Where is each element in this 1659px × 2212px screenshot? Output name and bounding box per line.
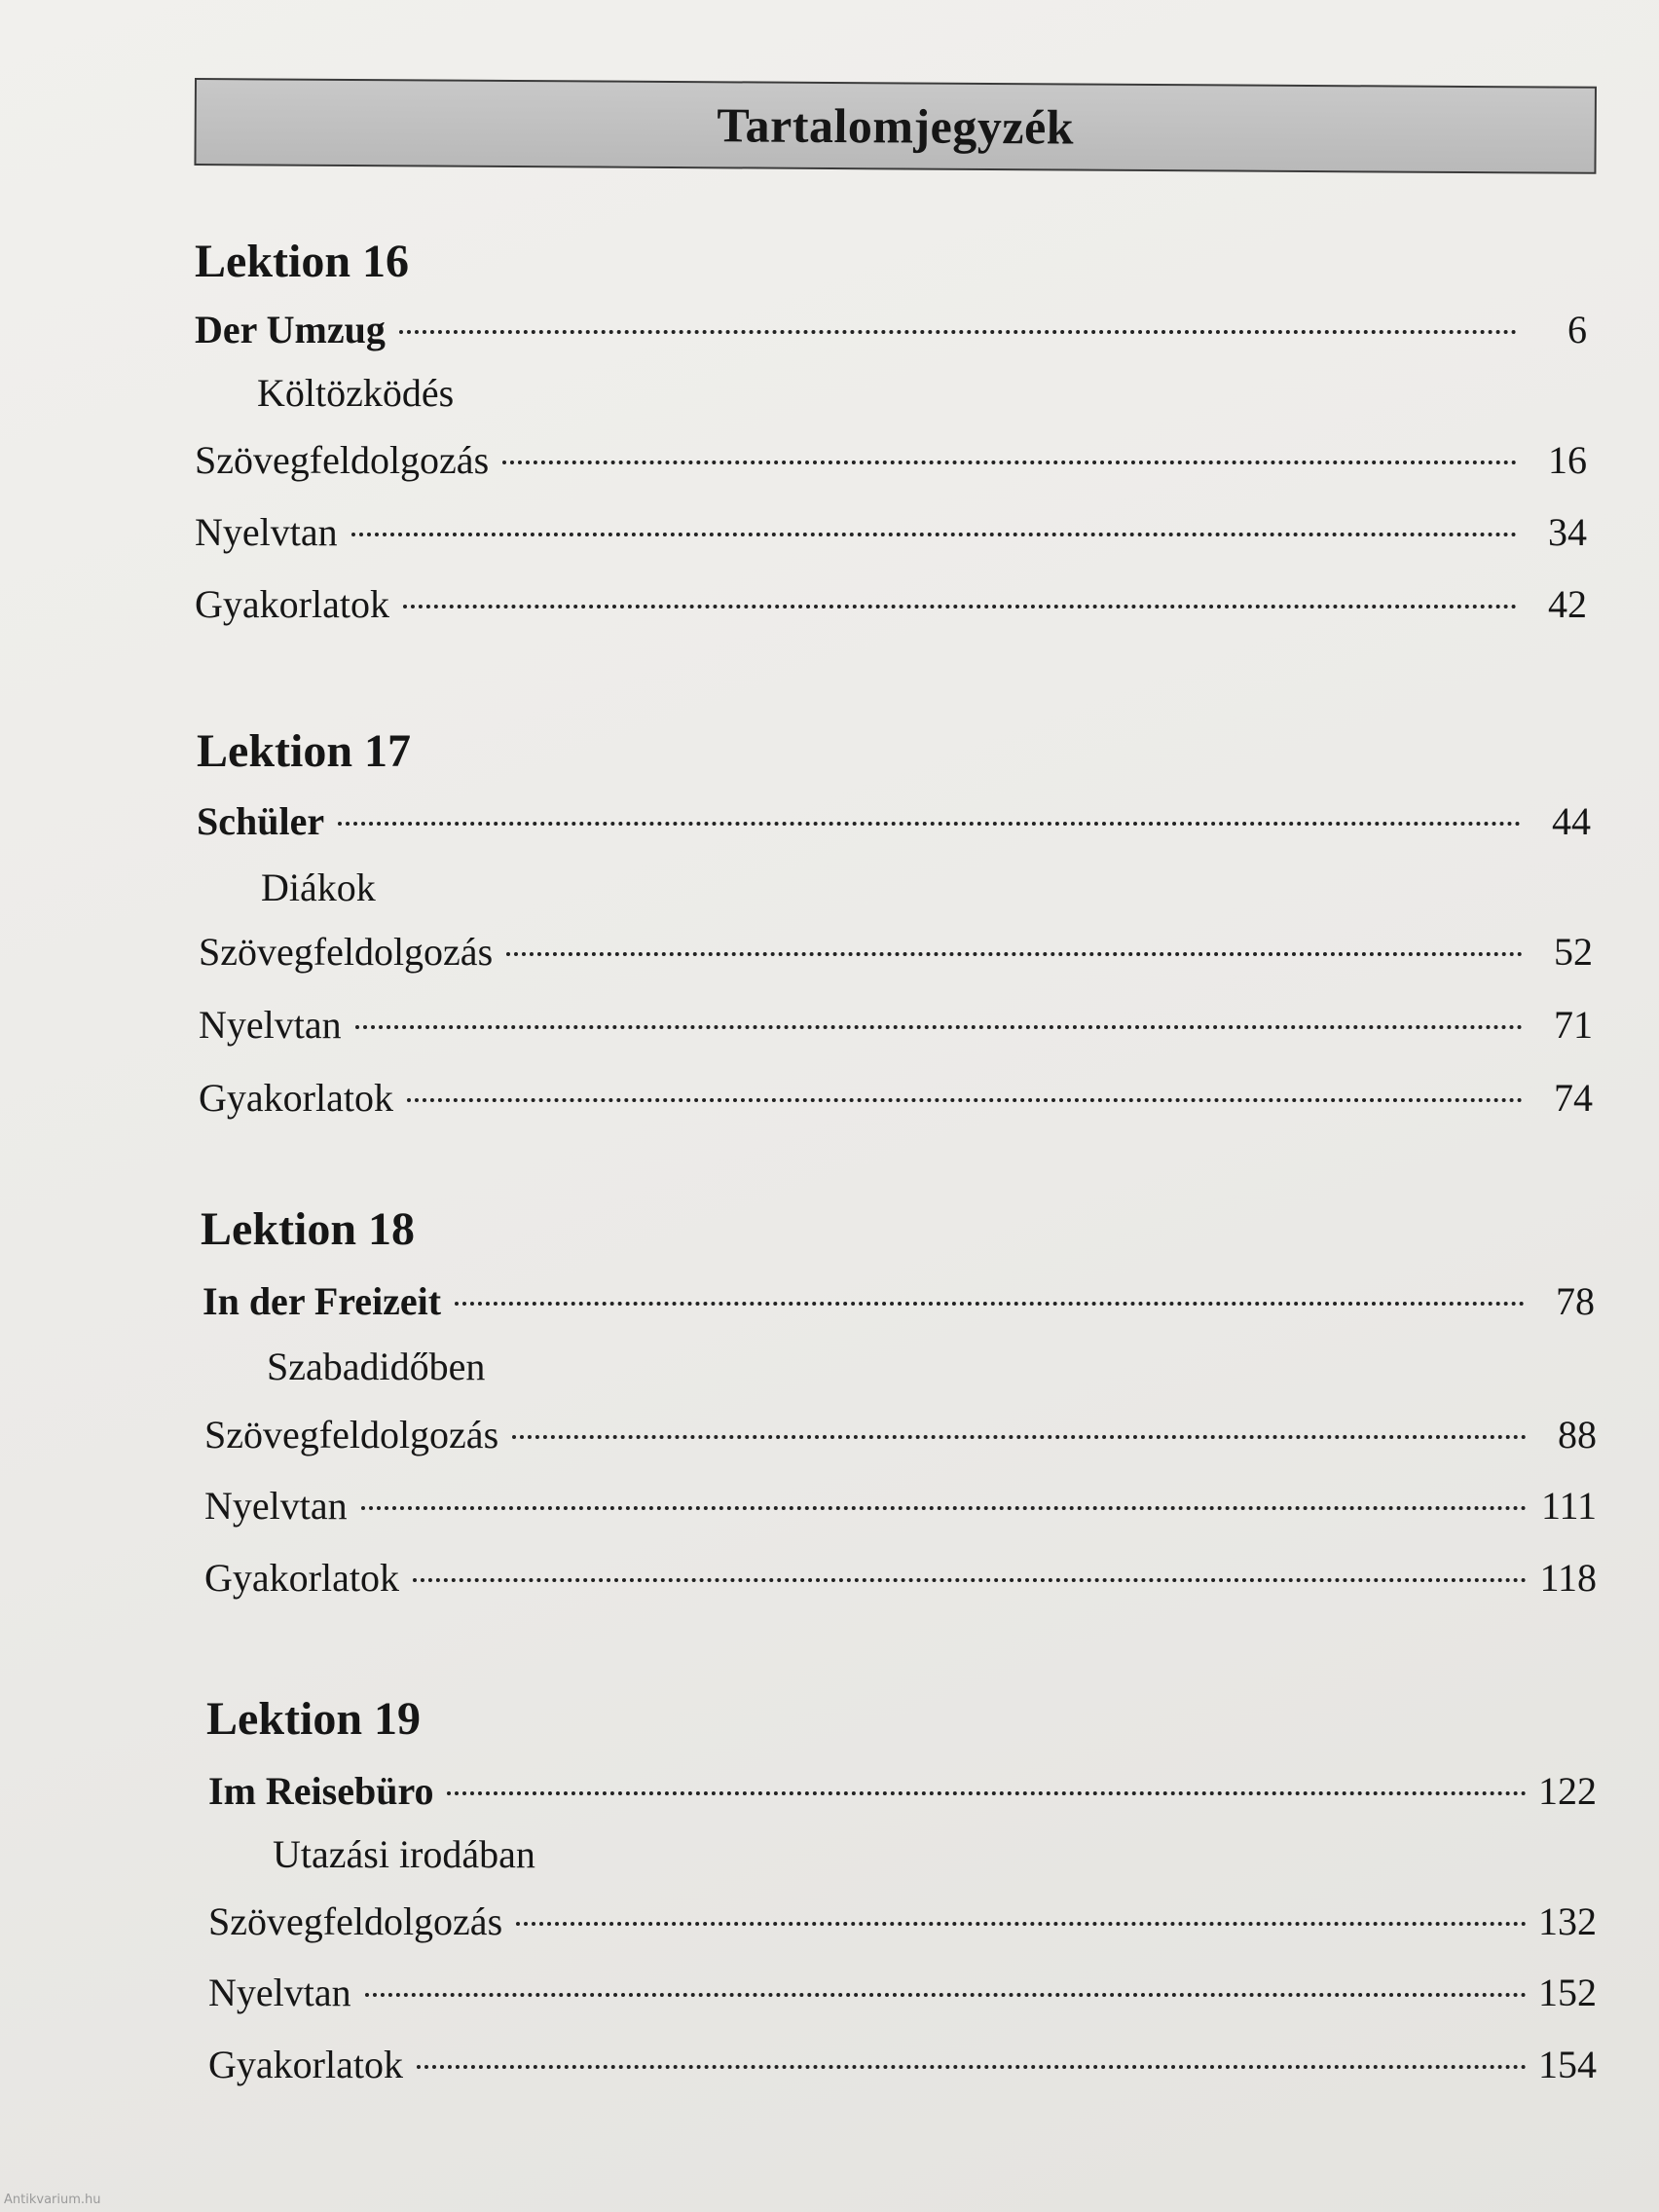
entry-label: Szövegfeldolgozás [199, 930, 494, 974]
lesson-subtitle: Diákok [261, 866, 376, 909]
toc-entry-main[interactable] [195, 303, 1587, 357]
toc-entry-main[interactable] [208, 1764, 1597, 1819]
page-title: Tartalomjegyzék [717, 97, 1075, 155]
toc-entry[interactable] [195, 577, 1587, 632]
entry-label: Nyelvtan [204, 1484, 348, 1528]
entry-label: Gyakorlatok [204, 1556, 399, 1600]
entry-label: In der Freizeit [203, 1279, 442, 1323]
dot-leader [417, 2065, 1527, 2069]
lesson-heading: Lektion 18 [201, 1203, 416, 1255]
toc-entry[interactable] [208, 1895, 1597, 1949]
entry-label: Gyakorlatok [199, 1076, 393, 1120]
dot-leader [338, 822, 1521, 826]
toc-entry-main[interactable] [203, 1274, 1595, 1329]
entry-label: Gyakorlatok [195, 582, 389, 626]
dot-leader [447, 1791, 1527, 1795]
entry-page-number: 154 [1538, 2043, 1597, 2086]
entry-label: Szövegfeldolgozás [208, 1899, 503, 1943]
entry-page-number: 16 [1548, 438, 1587, 482]
dot-leader [407, 1098, 1523, 1102]
lesson-subtitle: Szabadidőben [267, 1345, 486, 1388]
watermark: Antikvarium.hu [4, 2193, 101, 2207]
entry-page-number: 71 [1554, 1003, 1593, 1047]
entry-page-number: 111 [1540, 1484, 1597, 1528]
entry-label: Szövegfeldolgozás [204, 1413, 499, 1456]
lesson-heading: Lektion 19 [206, 1693, 422, 1745]
entry-page-number: 78 [1556, 1279, 1595, 1323]
toc-entry[interactable] [204, 1408, 1597, 1462]
toc-entry[interactable] [195, 433, 1587, 488]
toc-entry-main[interactable] [197, 794, 1591, 849]
entry-page-number: 132 [1538, 1899, 1597, 1943]
dot-leader [399, 330, 1517, 334]
dot-leader [413, 1578, 1527, 1582]
entry-label: Nyelvtan [208, 1971, 351, 2014]
dot-leader [355, 1025, 1523, 1029]
toc-entry[interactable] [204, 1551, 1597, 1605]
entry-page-number: 52 [1554, 930, 1593, 974]
entry-label: Der Umzug [195, 308, 386, 351]
toc-entry[interactable] [208, 1966, 1597, 2020]
lesson-subtitle: Utazási irodában [273, 1832, 535, 1876]
entry-page-number: 118 [1539, 1556, 1597, 1600]
dot-leader [506, 952, 1523, 956]
toc-entry[interactable] [204, 1479, 1597, 1533]
lesson-subtitle: Költözködés [257, 371, 455, 415]
entry-page-number: 44 [1552, 799, 1591, 843]
entry-label: Nyelvtan [199, 1003, 342, 1047]
toc-entry[interactable] [199, 998, 1593, 1052]
entry-page-number: 34 [1548, 510, 1587, 554]
dot-leader [516, 1922, 1527, 1926]
entry-page-number: 74 [1554, 1076, 1593, 1120]
entry-page-number: 6 [1567, 308, 1587, 351]
dot-leader [365, 1993, 1527, 1997]
entry-label: Nyelvtan [195, 510, 338, 554]
dot-leader [512, 1435, 1527, 1439]
entry-label: Im Reisebüro [208, 1769, 434, 1813]
entry-page-number: 42 [1548, 582, 1587, 626]
lesson-heading: Lektion 17 [197, 725, 412, 777]
lesson-heading: Lektion 16 [195, 236, 410, 287]
entry-page-number: 122 [1538, 1769, 1597, 1813]
dot-leader [455, 1302, 1525, 1306]
entry-page-number: 88 [1558, 1413, 1597, 1456]
entry-page-number: 152 [1538, 1971, 1597, 2014]
toc-entry[interactable] [199, 925, 1593, 979]
dot-leader [502, 461, 1517, 464]
entry-label: Gyakorlatok [208, 2043, 403, 2086]
entry-label: Schüler [197, 799, 325, 843]
toc-entry[interactable] [199, 1071, 1593, 1125]
toc-entry[interactable] [208, 2038, 1597, 2092]
dot-leader [361, 1506, 1527, 1510]
dot-leader [351, 533, 1517, 536]
dot-leader [403, 605, 1517, 608]
toc-entry[interactable] [195, 505, 1587, 560]
entry-label: Szövegfeldolgozás [195, 438, 490, 482]
